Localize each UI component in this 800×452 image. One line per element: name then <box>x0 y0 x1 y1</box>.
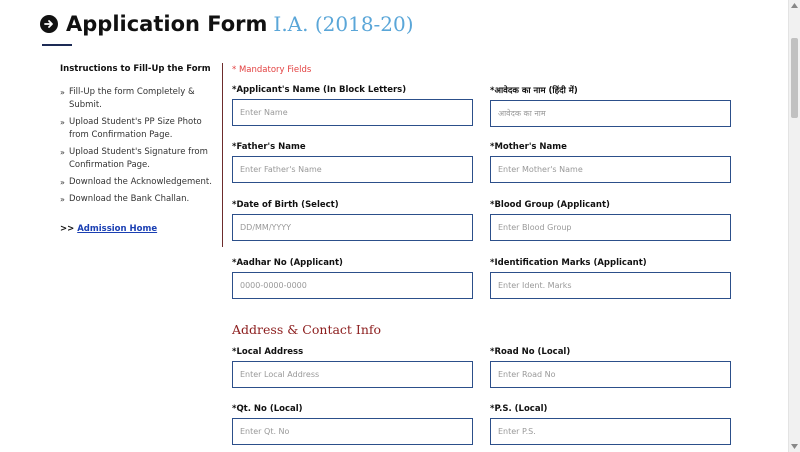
identification-marks-field <box>490 258 731 299</box>
qt-no-input[interactable] <box>233 420 472 443</box>
road-no-input[interactable] <box>491 363 730 386</box>
fathers-name-input[interactable] <box>233 158 472 181</box>
road-no-field <box>490 347 731 388</box>
field-label: *Qt. No (Local) <box>232 404 303 414</box>
aadhar-no-field <box>232 258 473 299</box>
ps-input[interactable] <box>491 420 730 443</box>
field-label: *Road No (Local) <box>490 347 571 357</box>
chevron-right-icon: » <box>60 118 65 127</box>
date-of-birth-input[interactable] <box>233 216 472 239</box>
mandatory-note: * Mandatory Fields <box>232 65 312 75</box>
page-header <box>40 12 414 36</box>
page-title: Application Form <box>66 12 268 36</box>
admission-home-link[interactable]: Admission Home <box>77 224 158 234</box>
link-prefix: >> <box>60 224 75 234</box>
date-of-birth-field <box>232 200 473 241</box>
mothers-name-field <box>490 142 731 183</box>
vertical-scrollbar[interactable] <box>788 0 800 452</box>
field-label: *आवेदक का नाम (हिंदी में) <box>490 86 578 96</box>
field-label: *Aadhar No (Applicant) <box>232 258 343 268</box>
address-section-title: Address & Contact Info <box>232 322 382 337</box>
page-subtitle: I.A. (2018-20) <box>273 12 414 36</box>
instruction-item: » Upload Student's PP Size Photo from Confirmation Page. <box>60 117 202 140</box>
scroll-down-icon[interactable] <box>789 441 800 452</box>
chevron-right-icon: » <box>60 88 65 97</box>
mothers-name-input[interactable] <box>491 158 730 181</box>
title-underline <box>42 44 72 46</box>
ps-field <box>490 404 731 445</box>
instructions-sidebar <box>60 64 220 234</box>
field-label: *Blood Group (Applicant) <box>490 200 610 210</box>
field-label: *Date of Birth (Select) <box>232 200 339 210</box>
qt-no-field <box>232 404 473 445</box>
instruction-item: » Upload Student's Signature from Confirmation Page. <box>60 147 208 170</box>
applicant-name-hindi-input[interactable] <box>491 102 730 125</box>
circle-arrow-right-icon <box>40 15 58 33</box>
field-label: *Local Address <box>232 347 304 357</box>
instructions-list <box>60 86 220 206</box>
field-label: *Applicant's Name (In Block Letters) <box>232 85 407 95</box>
field-label: *Mother's Name <box>490 142 567 152</box>
instruction-item: » Download the Bank Challan. <box>60 194 190 204</box>
scrollbar-thumb[interactable] <box>791 38 798 118</box>
sidebar-title: Instructions to Fill-Up the Form <box>60 64 211 74</box>
admission-home-row <box>60 224 220 234</box>
field-label: *Identification Marks (Applicant) <box>490 258 647 268</box>
field-label: *P.S. (Local) <box>490 404 548 414</box>
applicant-name-input[interactable] <box>233 101 472 124</box>
blood-group-field <box>490 200 731 241</box>
blood-group-input[interactable] <box>491 216 730 239</box>
aadhar-no-input[interactable] <box>233 274 472 297</box>
identification-marks-input[interactable] <box>491 274 730 297</box>
scroll-up-icon[interactable] <box>789 0 800 11</box>
chevron-right-icon: » <box>60 195 65 204</box>
chevron-right-icon: » <box>60 178 65 187</box>
local-address-field <box>232 347 473 388</box>
field-label: *Father's Name <box>232 142 306 152</box>
sidebar-divider <box>222 63 223 247</box>
instruction-item: » Download the Acknowledgement. <box>60 177 212 187</box>
applicant-name-field <box>232 85 473 126</box>
instruction-item: » Fill-Up the form Completely & Submit. <box>60 87 195 110</box>
chevron-right-icon: » <box>60 148 65 157</box>
applicant-name-hindi-field <box>490 85 731 127</box>
fathers-name-field <box>232 142 473 183</box>
local-address-input[interactable] <box>233 363 472 386</box>
